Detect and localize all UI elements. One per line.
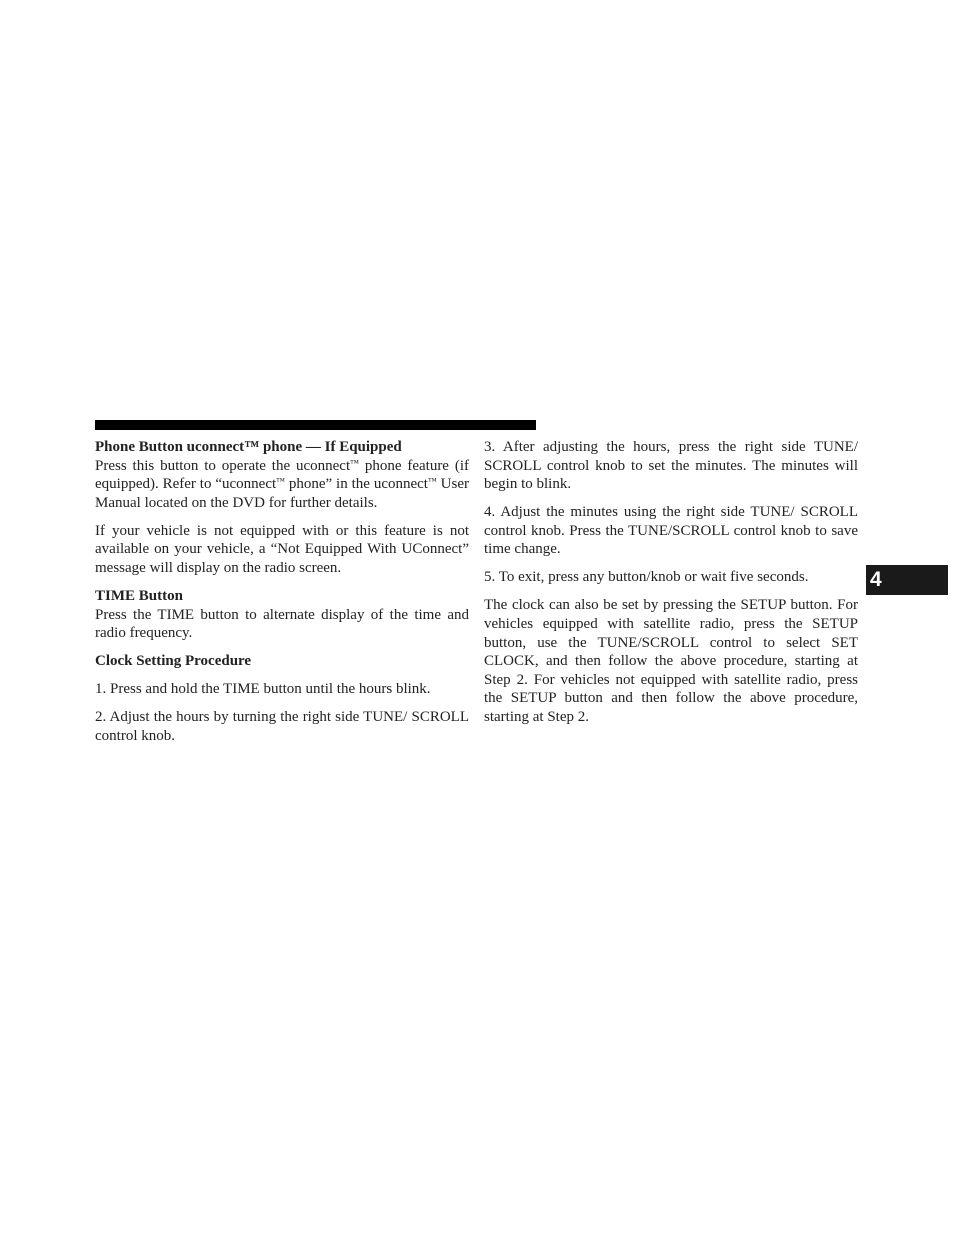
step-5: 5. To exit, press any button/knob or wait five seconds. [484, 569, 809, 586]
setup-paragraph: The clock can also be set by pressing the SETUP button. For vehicles equipped with satellite radio, press the SETUP button, use the TUNE/SCROLL control to select SET CLOCK, and then follow the above procedure, starting at Step 2. For vehicles not equipped with satellite radio, press the SETUP button and then follow the above procedure, starting at Step 2. [484, 597, 858, 725]
step-3: 3. After adjusting the hours, press the right side TUNE/ SCROLL control knob to set the minutes. The minutes will begin to blink. [484, 439, 858, 493]
time-button-heading: TIME Button [95, 587, 183, 604]
chapter-tab: 4 [866, 565, 948, 595]
left-column [95, 438, 469, 755]
trademark-symbol: ™ [350, 457, 359, 468]
step-1: 1. Press and hold the TIME button until the hours blink. [95, 681, 431, 698]
trademark-symbol: ™ [276, 476, 285, 487]
section-rule [95, 420, 536, 430]
phone-p1-part-c: phone” in the uconnect [284, 476, 428, 493]
phone-paragraph-2: If your vehicle is not equipped with or this feature is not available on your vehicle, a “Not Equipped With UConnect” message will display on the radio screen. [95, 522, 469, 576]
clock-setting-heading: Clock Setting Procedure [95, 653, 252, 670]
phone-button-heading [95, 438, 469, 457]
step-2: 2. Adjust the hours by turning the right side TUNE/ SCROLL control knob. [95, 709, 469, 744]
right-column [484, 438, 858, 736]
trademark-symbol: ™ [244, 439, 260, 455]
step-4: 4. Adjust the minutes using the right side TUNE/ SCROLL control knob. Press the TUNE/SCROLL control knob to save time change. [484, 504, 858, 558]
phone-p1-part-b: phone feature (if equipped). Refer to “uconnect [95, 457, 469, 493]
phone-heading-suffix: phone — If Equipped [259, 439, 402, 455]
phone-p1-part-d: User Manual located on the DVD for further details. [95, 476, 470, 511]
phone-heading-text: Phone Button uconnect [95, 439, 245, 455]
phone-p1-part-a: Press this button to operate the uconnect [95, 457, 351, 474]
time-paragraph: Press the TIME button to alternate display of the time and radio frequency. [95, 606, 469, 642]
trademark-symbol: ™ [427, 476, 437, 487]
phone-paragraph-1 [95, 457, 469, 513]
